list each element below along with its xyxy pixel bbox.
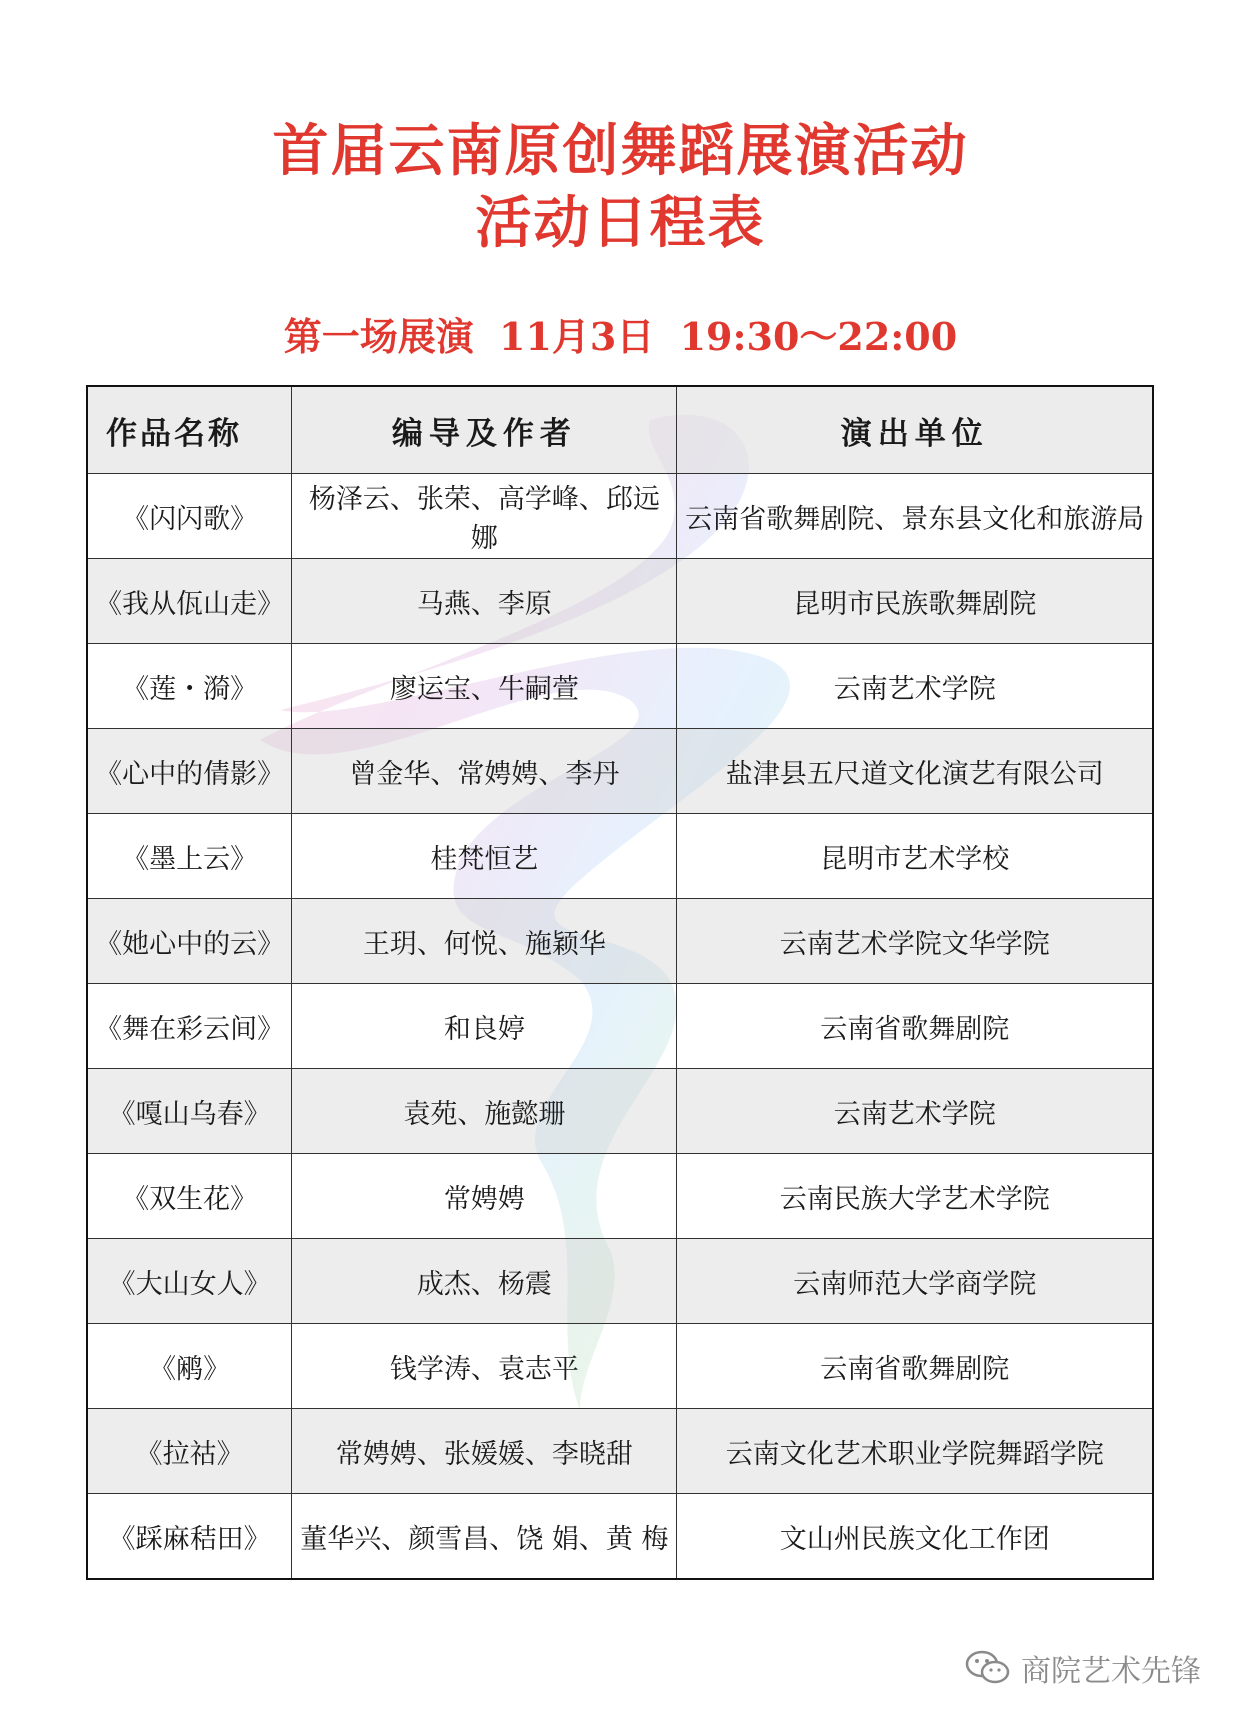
cell-work-name: 《闪闪歌》 <box>87 474 292 559</box>
cell-work-name: 《莲・漪》 <box>87 644 292 729</box>
cell-work-name: 《鹇》 <box>87 1324 292 1409</box>
table-header-row <box>87 386 1153 474</box>
cell-work-name: 《踩麻秸田》 <box>87 1494 292 1580</box>
cell-work-name: 《大山女人》 <box>87 1239 292 1324</box>
cell-choreographer: 袁苑、施懿珊 <box>292 1069 677 1154</box>
cell-work-name: 《心中的倩影》 <box>87 729 292 814</box>
session-date: 11月3日 <box>499 314 655 359</box>
cell-performer-unit: 昆明市艺术学校 <box>677 814 1153 899</box>
cell-performer-unit: 云南艺术学院 <box>677 644 1153 729</box>
cell-work-name: 《双生花》 <box>87 1154 292 1239</box>
cell-choreographer: 董华兴、颜雪昌、饶 娟、黄 梅 <box>292 1494 677 1580</box>
table-row <box>87 474 1153 559</box>
table-row <box>87 559 1153 644</box>
table-row <box>87 899 1153 984</box>
header-performer-unit: 演出单位 <box>677 386 1153 474</box>
cell-choreographer: 马燕、李原 <box>292 559 677 644</box>
cell-performer-unit: 文山州民族文化工作团 <box>677 1494 1153 1580</box>
cell-performer-unit: 云南省歌舞剧院 <box>677 984 1153 1069</box>
cell-work-name: 《墨上云》 <box>87 814 292 899</box>
table-row <box>87 814 1153 899</box>
cell-choreographer: 王玥、何悦、施颖华 <box>292 899 677 984</box>
cell-performer-unit: 云南艺术学院文华学院 <box>677 899 1153 984</box>
session-time: 19:30～22:00 <box>679 314 958 359</box>
table-row <box>87 1494 1153 1580</box>
cell-choreographer: 钱学涛、袁志平 <box>292 1324 677 1409</box>
cell-performer-unit: 云南艺术学院 <box>677 1069 1153 1154</box>
title-block <box>0 115 1241 259</box>
cell-work-name: 《嘎山乌春》 <box>87 1069 292 1154</box>
cell-performer-unit: 云南省歌舞剧院、景东县文化和旅游局 <box>677 474 1153 559</box>
page-subtitle: 活动日程表 <box>475 190 766 256</box>
cell-performer-unit: 昆明市民族歌舞剧院 <box>677 559 1153 644</box>
schedule-table <box>86 385 1154 1580</box>
table-row <box>87 984 1153 1069</box>
wechat-icon <box>965 1650 1011 1686</box>
table-row <box>87 1154 1153 1239</box>
table-row <box>87 729 1153 814</box>
header-work-name: 作品名称 <box>87 386 292 474</box>
table-row <box>87 644 1153 729</box>
footer-account <box>965 1646 1201 1690</box>
cell-work-name: 《舞在彩云间》 <box>87 984 292 1069</box>
session-name: 第一场展演 <box>283 314 474 359</box>
cell-choreographer: 杨泽云、张荣、高学峰、邱远娜 <box>292 474 677 559</box>
cell-work-name: 《我从佤山走》 <box>87 559 292 644</box>
table-body <box>87 474 1153 1580</box>
table-row <box>87 1069 1153 1154</box>
cell-performer-unit: 盐津县五尺道文化演艺有限公司 <box>677 729 1153 814</box>
cell-performer-unit: 云南师范大学商学院 <box>677 1239 1153 1324</box>
table-row <box>87 1239 1153 1324</box>
cell-choreographer: 和良婷 <box>292 984 677 1069</box>
cell-choreographer: 廖运宝、牛嗣萱 <box>292 644 677 729</box>
cell-choreographer: 曾金华、常娉娉、李丹 <box>292 729 677 814</box>
cell-choreographer: 常娉娉 <box>292 1154 677 1239</box>
footer-account-name: 商院艺术先锋 <box>1021 1654 1201 1689</box>
cell-choreographer: 成杰、杨震 <box>292 1239 677 1324</box>
cell-choreographer: 常娉娉、张媛媛、李晓甜 <box>292 1409 677 1494</box>
cell-work-name: 《她心中的云》 <box>87 899 292 984</box>
table-row <box>87 1324 1153 1409</box>
cell-choreographer: 桂梵恒艺 <box>292 814 677 899</box>
page-title: 首届云南原创舞蹈展演活动 <box>272 118 969 184</box>
cell-work-name: 《拉祜》 <box>87 1409 292 1494</box>
header-choreographer: 编导及作者 <box>292 386 677 474</box>
cell-performer-unit: 云南文化艺术职业学院舞蹈学院 <box>677 1409 1153 1494</box>
table-row <box>87 1409 1153 1494</box>
cell-performer-unit: 云南民族大学艺术学院 <box>677 1154 1153 1239</box>
session-heading <box>0 306 1241 361</box>
cell-performer-unit: 云南省歌舞剧院 <box>677 1324 1153 1409</box>
